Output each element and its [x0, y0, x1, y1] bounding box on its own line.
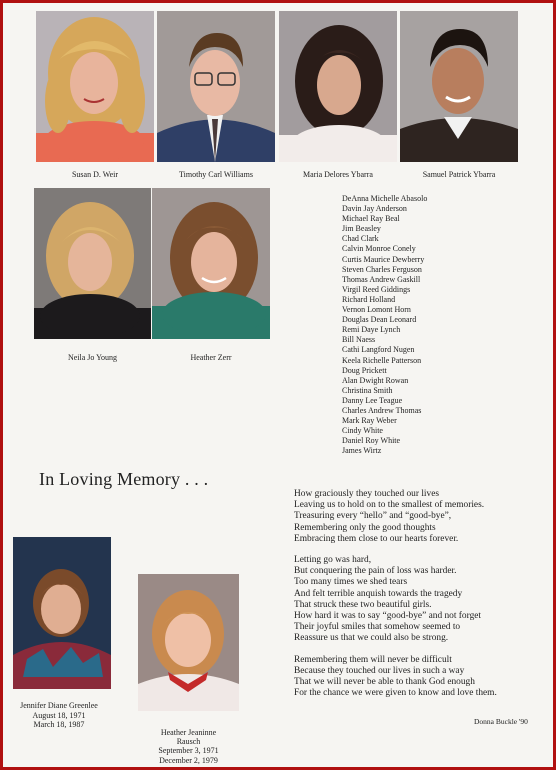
poem-line: Because they touched our lives in such a way [294, 665, 465, 676]
poem-line: Treasuring every “hello” and “good-bye”, [294, 511, 452, 522]
list-item: Cindy White [342, 426, 383, 436]
memorial-born-date: August 18, 1971 [32, 710, 86, 720]
list-item: Danny Lee Teague [342, 395, 403, 405]
memorial-poem [294, 489, 497, 709]
list-item: Mark Ray Weber [342, 416, 397, 426]
list-item: James Wirtz [342, 446, 382, 456]
poem-stanza [294, 555, 497, 645]
list-item: Alan Dwight Rowan [342, 375, 409, 385]
list-item: Remi Daye Lynch [342, 325, 401, 335]
list-item: Virgil Reed Giddings [342, 284, 411, 294]
poem-line: Embracing them close to our hearts forever. [294, 533, 459, 544]
caption-samuel-ybarra: Samuel Patrick Ybarra [422, 170, 496, 179]
list-item: Curtis Maurice Dewberry [342, 254, 425, 264]
caption-heather-zerr: Heather Zerr [190, 353, 232, 362]
list-item: Cathi Langford Nugen [342, 345, 415, 355]
list-item: Davin Jay Anderson [342, 204, 407, 214]
poem-line: Leaving us to hold on to the smallest of memories. [294, 500, 485, 511]
list-item: DeAnna Michelle Abasolo [342, 194, 428, 203]
list-item: Douglas Dean Leonard [342, 315, 417, 325]
poem-line: For the chance we were given to know and love them. [294, 688, 497, 699]
memorial-died-date: December 2, 1979 [159, 755, 218, 765]
memorial-name-cont: Rausch [176, 737, 201, 747]
poem-line: Letting go was hard, [294, 555, 372, 566]
poem-line: That struck these two beautiful girls. [294, 599, 432, 610]
caption-neila-young: Neila Jo Young [67, 353, 118, 362]
memorial-born-date: September 3, 1971 [158, 746, 219, 756]
poem-line: Reassure us that we could also be strong. [294, 633, 449, 644]
caption-maria-ybarra: Maria Delores Ybarra [303, 170, 373, 179]
list-item: Christina Smith [342, 385, 393, 395]
list-item: Michael Ray Beal [342, 214, 400, 224]
list-item: Vernon Lomont Horn [342, 305, 411, 315]
poem-line: How graciously they touched our lives [294, 489, 440, 499]
yearbook-page [3, 3, 553, 767]
portrait-heather-zerr [152, 188, 270, 339]
caption-timothy-williams: Timothy Carl Williams [179, 170, 253, 179]
portrait-jennifer-greenlee [13, 537, 111, 689]
list-item: Doug Prickett [342, 365, 387, 375]
poem-line: And felt terrible anquish towards the tragedy [294, 588, 463, 599]
list-item: Keela Richelle Patterson [342, 355, 422, 365]
list-item: Chad Clark [342, 234, 379, 244]
list-item: Richard Holland [342, 294, 396, 304]
list-item: Thomas Andrew Gaskill [342, 274, 421, 284]
poem-line: Their joyful smiles that somehow seemed to [294, 622, 461, 633]
poem-stanza [294, 489, 497, 545]
poem-author: Donna Buckle '90 [474, 717, 528, 726]
list-item: Bill Naess [342, 335, 376, 345]
portrait-samuel-ybarra [400, 11, 518, 162]
portrait-timothy-williams [157, 11, 275, 162]
list-item: Daniel Roy White [342, 436, 401, 446]
not-pictured-list [342, 194, 427, 456]
list-item: Steven Charles Ferguson [342, 264, 422, 274]
memorial-title: In Loving Memory . . . [39, 469, 209, 489]
caption-heather-rausch [138, 728, 239, 765]
memorial-died-date: March 18, 1987 [33, 720, 85, 729]
portrait-susan-weir [36, 11, 154, 162]
caption-jennifer-greenlee [3, 701, 115, 730]
poem-line: But conquering the pain of loss was harder. [294, 566, 457, 577]
list-item: Charles Andrew Thomas [342, 405, 422, 415]
memorial-name: Heather Jeaninne [160, 728, 217, 737]
poem-line: Too many times we shed tears [294, 577, 408, 588]
memorial-name: Jennifer Diane Greenlee [20, 701, 98, 710]
poem-line: Remembering them will never be difficult [294, 654, 452, 665]
list-item: Jim Beasley [342, 224, 381, 234]
list-item: Calvin Monroe Conely [342, 244, 416, 254]
poem-line: How hard it was to say “good-bye” and not forget [294, 611, 482, 622]
poem-line: That we will never be able to thank God enough [294, 677, 475, 688]
poem-line: Remembering only the good thoughts [294, 522, 436, 533]
caption-susan-weir: Susan D. Weir [71, 170, 119, 179]
poem-stanza [294, 655, 497, 700]
portrait-heather-rausch [138, 574, 239, 711]
portrait-maria-ybarra [279, 11, 397, 162]
portrait-neila-young [34, 188, 151, 339]
